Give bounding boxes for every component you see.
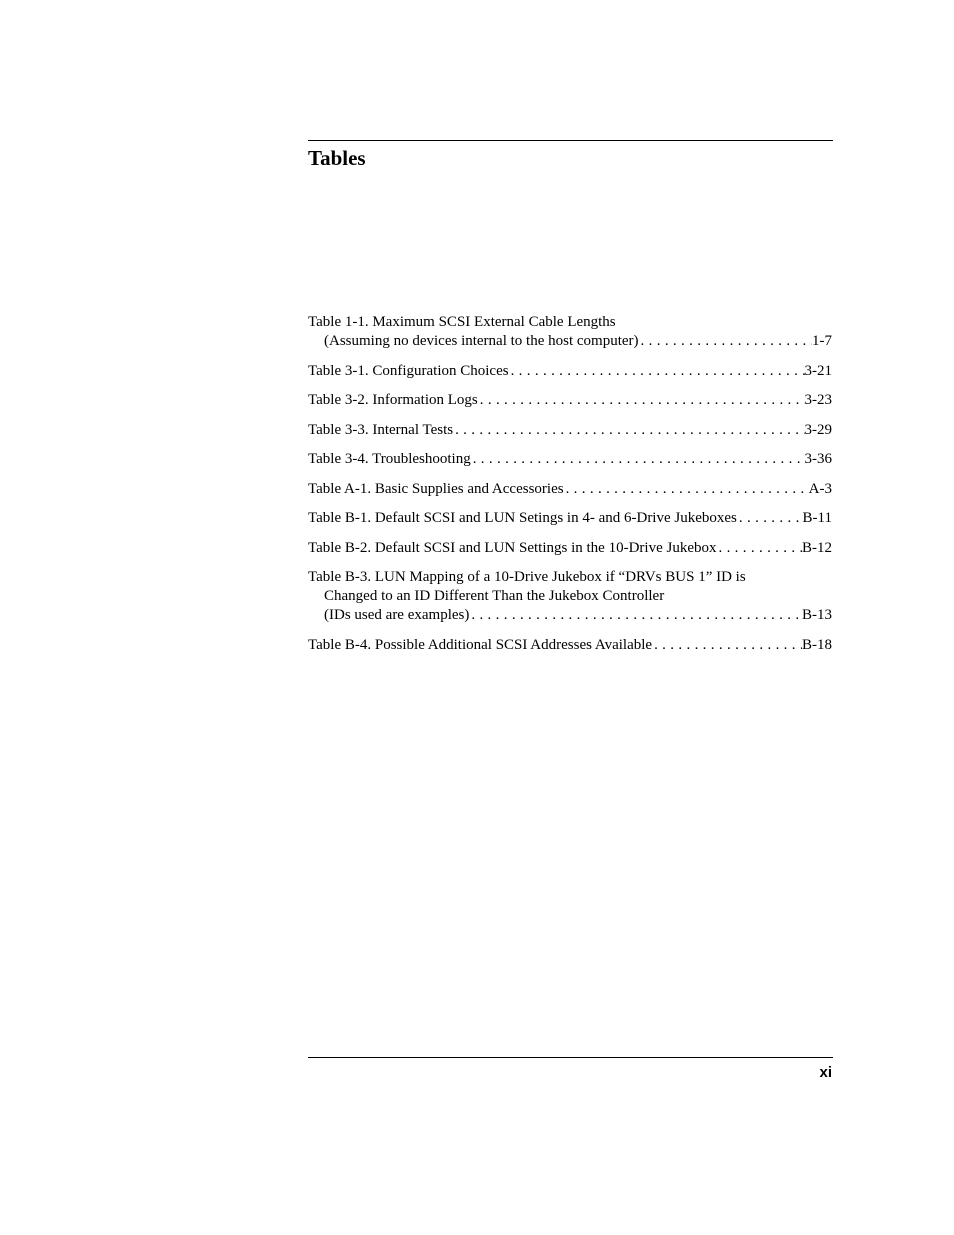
toc-entry-last-line [308,636,832,655]
toc-entry-title: Table B-4. Possible Additional SCSI Addresses Available [308,636,653,653]
toc-page-number: 3-21 [804,362,832,379]
toc-entry-title: Table 3-2. Information Logs [308,392,478,408]
toc-entry[interactable] [308,313,832,351]
toc-entry-title: Table 1-1. Maximum SCSI External Cable Lengths [308,314,616,330]
toc-entry-last-line [308,480,832,499]
toc-page-number: B-13 [802,607,832,623]
toc-entry-title: Table 3-1. Configuration Choices [308,362,509,379]
dot-leader [453,421,804,440]
toc-page-number: A-3 [808,480,832,497]
toc-entry-subtitle: (IDs used are examples) [324,607,470,623]
toc-page-number: 3-36 [804,451,832,467]
toc-entry-last-line [308,332,832,351]
toc-entry[interactable] [308,539,832,558]
toc-entry-subtitle: (Assuming no devices internal to the host computer) [324,333,639,349]
toc-page-number: 3-23 [804,392,832,408]
toc-entry-title: Table B-2. Default SCSI and LUN Settings in the 10-Drive Jukebox [308,539,717,556]
footer-rule [308,1057,833,1058]
toc-page-number: B-12 [802,539,832,556]
toc-entry-title: Table B-3. LUN Mapping of a 10-Drive Jukebox if “DRVs BUS 1” ID is [308,569,746,585]
header-rule [308,140,833,141]
toc-entry-last-line [308,509,832,528]
toc-entry-last-line [308,421,832,440]
table-of-tables [308,313,832,665]
dot-leader [639,332,812,351]
toc-entry[interactable] [308,450,832,469]
dot-leader [737,509,803,528]
toc-entry[interactable] [308,421,832,440]
dot-leader [564,480,809,499]
dot-leader [478,391,805,410]
toc-entry-title: Table 3-4. Troubleshooting [308,451,471,467]
toc-page-number: B-11 [802,510,832,526]
toc-entry-last-line [308,391,832,410]
toc-entry-title-continued: Changed to an ID Different Than the Jukebox Controller [324,588,665,604]
toc-entry-last-line [308,450,832,469]
toc-entry-title: Table 3-3. Internal Tests [308,421,454,438]
toc-entry[interactable] [308,509,832,528]
dot-leader [652,636,802,655]
toc-entry-last-line [308,539,832,558]
page-number: xi [819,1064,832,1081]
dot-leader [469,606,802,625]
toc-entry-title: Table A-1. Basic Supplies and Accessories [308,480,564,497]
toc-entry[interactable] [308,391,832,410]
dot-leader [716,539,802,558]
toc-entry[interactable] [308,636,832,655]
toc-entry-last-line [308,606,832,625]
dot-leader [471,450,805,469]
toc-entry[interactable] [308,480,832,499]
toc-entry-last-line [308,362,832,381]
toc-entry[interactable] [308,568,832,625]
page-title: Tables [308,146,366,170]
toc-entry-title: Table B-1. Default SCSI and LUN Setings in 4- and 6-Drive Jukeboxes [308,510,737,526]
toc-page-number: B-18 [802,636,832,653]
dot-leader [509,362,805,381]
toc-page-number: 3-29 [804,421,832,438]
toc-page-number: 1-7 [812,333,832,349]
toc-entry[interactable] [308,362,832,381]
